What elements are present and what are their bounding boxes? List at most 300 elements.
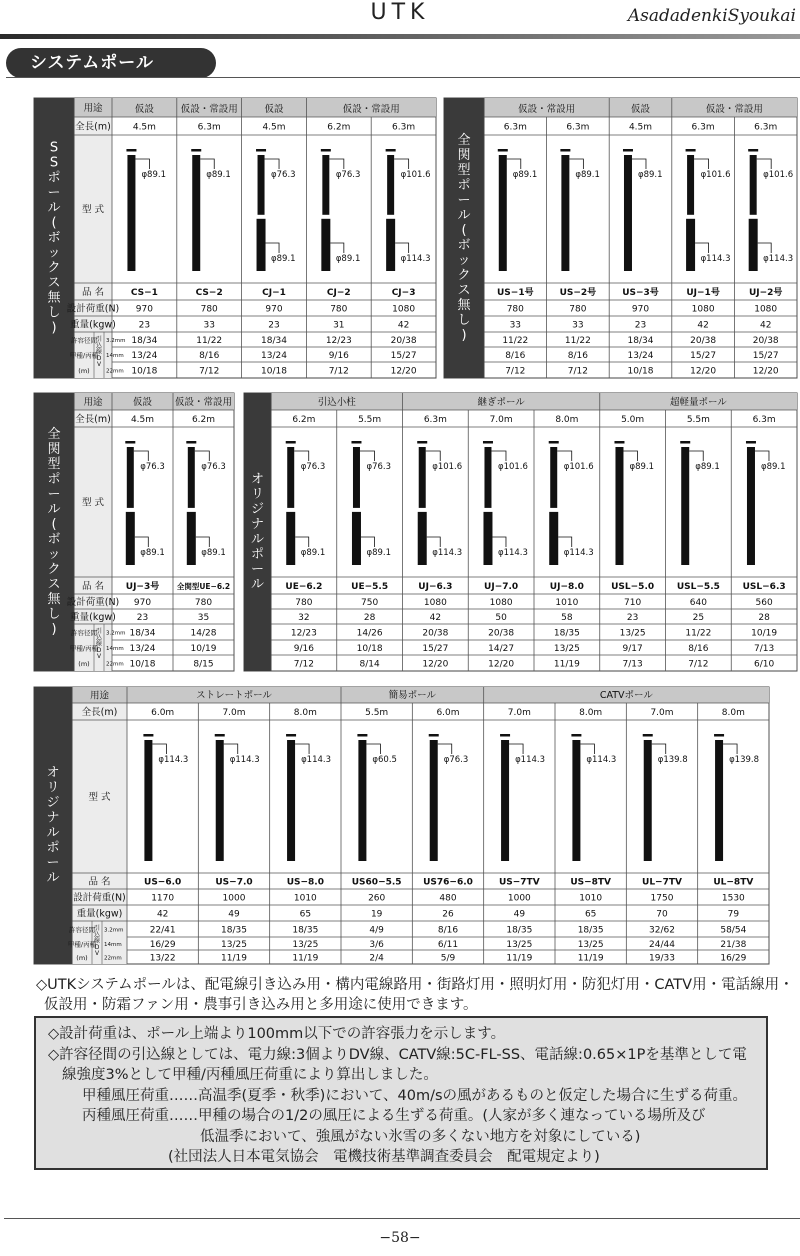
cell-name: US−7TV [498, 877, 540, 888]
side-label-char: ボ [47, 532, 61, 547]
cell-load: 970 [135, 304, 153, 315]
cell-s2: 8/16 [505, 351, 526, 361]
cell-s2: 14/27 [488, 644, 515, 654]
cell-s3: 10/18 [129, 659, 156, 670]
cell-load: 1000 [507, 893, 531, 904]
side-label-char: ク [47, 562, 61, 577]
cell-load: 1000 [222, 893, 246, 904]
cell-s2: 8/16 [688, 644, 709, 654]
pole-diameter-top: φ60.5 [372, 755, 397, 765]
cell-load: 1170 [151, 893, 175, 904]
cell-s2: 15/27 [752, 351, 779, 361]
cell-weight: 25 [692, 613, 705, 623]
box-line: 線強度3%として甲種/丙種風圧荷重により算出しました。 [62, 1067, 438, 1083]
cell-weight: 58 [561, 613, 573, 623]
row-label-sekkei: 設計荷重(N) [73, 892, 126, 904]
cell-s1: 13/25 [619, 628, 646, 639]
box-line: (社団法人日本電気協会 電機技術基準調査委員会 配電規定より) [168, 1149, 600, 1165]
cell-name: USL−6.3 [742, 582, 786, 592]
cell-length: 6.3m [423, 415, 447, 425]
span-mid-char: V [96, 653, 102, 661]
cell-name: CJ−3 [391, 288, 416, 298]
cell-load: 1080 [754, 304, 778, 315]
cell-s2: 7/13 [754, 644, 775, 654]
table-ss-pole [34, 98, 436, 377]
cell-s1: 18/34 [261, 336, 287, 346]
cell-s1: 11/22 [564, 336, 591, 346]
page-title: システムポール [6, 48, 216, 78]
cell-s1: 18/35 [506, 925, 533, 936]
side-label-char: ル [250, 577, 265, 592]
spec-table-svg [444, 98, 797, 377]
cell-length: 4.5m [130, 415, 155, 425]
side-label-char: 全 [457, 133, 471, 148]
cell-weight: 42 [697, 320, 709, 331]
cell-load: 1010 [293, 893, 317, 904]
row-label-kata: 型 式 [81, 204, 105, 216]
cell-length: 6.2m [327, 122, 351, 133]
cell-name: UL−8TV [713, 877, 754, 888]
pole-diameter-top: φ139.8 [729, 755, 760, 765]
cell-length: 6.0m [151, 708, 175, 718]
span-mid-char: V [96, 361, 102, 369]
cell-weight: 23 [268, 320, 280, 331]
span-mid-char: 込 [95, 634, 103, 642]
side-label-char: ポ [457, 178, 471, 193]
wire-size-w2: 14mm [104, 942, 122, 948]
table-original-pole-2 [34, 687, 769, 964]
usage-group-label: 仮設 [264, 104, 284, 115]
pole-diameter-bottom: φ89.1 [335, 254, 361, 264]
cell-load: 780 [295, 598, 313, 608]
cell-name: US−6.0 [144, 877, 182, 888]
cell-name: US60−5.5 [351, 877, 402, 888]
side-label-char: ジ [250, 502, 265, 517]
pole-diameter-top: φ76.3 [366, 462, 392, 472]
pole-diameter-bottom: φ114.3 [563, 548, 594, 558]
cell-s3: 12/20 [752, 366, 779, 377]
usage-group-label: 仮設 [630, 104, 651, 115]
cell-s1: 18/34 [627, 336, 654, 346]
side-label-char: ( [461, 223, 467, 238]
side-label-char: ル [47, 200, 61, 216]
cell-s3: 7/12 [505, 366, 526, 377]
cell-name: US−2号 [559, 288, 597, 298]
side-label-char: ル [250, 532, 265, 547]
table-frame [244, 393, 797, 671]
span-mid-char: 引 [95, 336, 103, 343]
usage-group-label: 簡易ポール [388, 690, 436, 701]
cell-name: US−7.0 [215, 877, 253, 888]
side-label-char: 全 [47, 427, 61, 442]
cell-s2: 8/16 [199, 351, 220, 361]
side-label-char: ( [51, 517, 57, 532]
side-label-char: ル [47, 502, 61, 517]
cell-weight: 31 [333, 320, 345, 331]
cell-s1: 11/22 [502, 336, 529, 346]
cell-length: 5.5m [358, 415, 382, 425]
span-mid-char: 線 [93, 937, 101, 945]
span-label-r3: (m) [78, 660, 90, 668]
side-label-char: ー [250, 562, 265, 577]
cell-s3: 11/19 [292, 953, 319, 964]
side-label-char: ) [51, 320, 57, 336]
cell-s1: 11/22 [685, 628, 712, 639]
pole-diameter-bottom: φ114.3 [400, 254, 431, 264]
usage-group-label: 仮設・常設用 [342, 104, 400, 115]
row-label-hinmei: 品 名 [81, 581, 105, 592]
cell-load: 560 [755, 598, 773, 608]
cell-s2: 13/25 [221, 940, 247, 950]
wire-size-w3: 22mm [106, 368, 124, 375]
pole-diameter-bottom: φ89.1 [140, 548, 165, 558]
side-label-char: ッ [457, 253, 471, 268]
cell-s3: 7/13 [622, 659, 643, 670]
cell-s3: 10/18 [131, 366, 158, 377]
side-label-char: ポ [47, 170, 61, 186]
cell-name: USL−5.5 [676, 582, 720, 592]
cell-s2: 13/25 [506, 940, 533, 950]
cell-s2: 21/38 [720, 940, 747, 950]
side-label-char: 関 [47, 442, 61, 457]
cell-length: 6.3m [691, 122, 715, 133]
row-label-juryo: 重量(kgw) [76, 908, 123, 920]
cell-load: 1010 [555, 598, 579, 608]
wire-size-w1: 3.2mm [106, 630, 126, 637]
cell-s1: 11/22 [196, 336, 223, 346]
cell-s3: 12/20 [390, 366, 417, 377]
usage-group-label: 仮設・常設用 [180, 104, 238, 115]
side-label-char: S [49, 140, 59, 156]
usage-group-label: 超軽量ポール [669, 397, 727, 408]
cell-weight: 26 [442, 909, 454, 920]
span-label-r2: 甲種/丙種 [69, 351, 99, 360]
cell-load: 1530 [721, 893, 745, 904]
cell-weight: 33 [509, 320, 522, 331]
cell-load: 710 [624, 598, 642, 608]
cell-weight: 65 [299, 909, 312, 920]
cell-weight: 23 [138, 320, 151, 331]
cell-s2: 10/18 [356, 644, 383, 654]
cell-load: 1080 [392, 304, 416, 315]
cell-s1: 18/34 [129, 628, 156, 639]
row-label-kata: 型 式 [81, 497, 105, 509]
cell-s3: 12/20 [488, 659, 515, 670]
side-label-char: し [457, 313, 471, 328]
span-mid-char: D [94, 943, 100, 951]
pole-diameter-top: φ89.1 [637, 170, 663, 180]
cell-s3: 11/19 [553, 659, 580, 670]
cell-weight: 23 [634, 320, 647, 331]
side-label-char: ポ [46, 840, 60, 856]
cell-weight: 19 [370, 909, 383, 920]
cell-name: US−1号 [497, 288, 534, 298]
side-label-char: ー [47, 185, 61, 201]
row-label-zencho: 全長(m) [75, 121, 111, 133]
cell-s2: 3/6 [369, 940, 384, 950]
cell-length: 6.3m [197, 122, 221, 133]
table-original-pole-1 [244, 393, 797, 670]
span-mid-char: D [96, 354, 102, 362]
row-label-yoto: 用途 [83, 397, 103, 408]
usage-notes [36, 975, 800, 1015]
box-line: 甲種風圧荷重……高温季(夏季・秋季)において、40m/sの風があるものと仮定した場合に生ずる荷重。 [82, 1087, 748, 1104]
cell-name: USL−5.0 [611, 582, 655, 592]
cell-s2: 15/27 [690, 351, 717, 361]
cell-s3: 7/12 [199, 366, 220, 377]
cell-s3: 8/15 [193, 659, 214, 670]
table-frame [444, 98, 797, 378]
side-label-char: ル [46, 825, 60, 841]
side-label-char: ナ [46, 810, 60, 826]
cell-weight: 33 [203, 320, 215, 331]
usage-group-label: CATVポール [599, 690, 653, 701]
pole-diameter-top: φ114.3 [301, 755, 332, 765]
usage-group-label: 引込小柱 [317, 397, 356, 408]
usage-group-label: 仮設 [134, 104, 154, 115]
side-label-char: 型 [457, 163, 471, 178]
cell-s3: 11/19 [577, 953, 604, 964]
wire-size-w3: 22mm [106, 661, 124, 668]
cell-length: 6.0m [436, 708, 460, 718]
box-line: ◇許容径間の引込線としては、電力線:3個よりDV線、CATV線:5C-FL-SS、電話線:0.65×1Pを基準として電 [48, 1046, 747, 1063]
cell-name: UJ−7.0 [484, 582, 519, 592]
side-label-char: 無 [47, 592, 61, 607]
usage-group-label: 仮設 [132, 397, 153, 408]
cell-s2: 16/29 [149, 940, 176, 950]
cell-load: 1080 [423, 598, 447, 608]
pole-diameter-top: φ76.3 [443, 755, 469, 765]
row-label-yoto: 用途 [83, 103, 103, 114]
span-mid-char: 引 [95, 628, 103, 635]
pole-diameter-top: φ76.3 [201, 462, 226, 472]
cell-load: 970 [631, 304, 650, 315]
cell-s3: 7/12 [567, 366, 589, 377]
row-label-yoto: 用途 [89, 690, 110, 702]
wire-size-w2: 14mm [106, 353, 124, 359]
cell-s2: 15/27 [422, 644, 449, 654]
side-label-char: オ [46, 765, 60, 781]
pole-diameter-top: φ114.3 [229, 755, 260, 765]
side-label-char: オ [250, 472, 265, 487]
cell-length: 7.0m [489, 415, 513, 425]
company-name: AsadadenkiSyoukai [627, 6, 796, 26]
cell-weight: 70 [656, 909, 668, 920]
table-frame [34, 687, 769, 964]
side-label-char: ポ [47, 472, 61, 487]
usage-group-label: 仮設・常設用 [518, 104, 576, 115]
side-label-char: ) [461, 328, 467, 343]
cell-s3: 10/18 [261, 366, 287, 377]
pole-diameter-bottom: φ89.1 [271, 254, 296, 264]
cell-s2: 8/16 [567, 351, 589, 361]
span-mid-char: V [94, 950, 100, 958]
wire-size-w3: 22mm [104, 955, 122, 962]
side-label-char: ク [457, 268, 471, 283]
span-mid-char: D [96, 646, 102, 654]
cell-s2: 24/44 [649, 940, 675, 950]
cell-s1: 58/54 [720, 925, 747, 936]
cell-name: UL−7TV [642, 877, 682, 888]
pole-diameter-bottom: φ89.1 [366, 548, 392, 558]
row-label-kata: 型 式 [88, 792, 111, 803]
spec-table-svg [34, 393, 234, 670]
row-label-hinmei: 品 名 [81, 287, 105, 298]
cell-s1: 14/28 [190, 628, 217, 639]
cell-s2: 13/25 [292, 940, 319, 950]
cell-load: 780 [200, 304, 218, 315]
pole-diameter-top: φ101.6 [497, 462, 528, 472]
cell-s2: 13/24 [131, 351, 158, 361]
cell-length: 4.5m [628, 122, 653, 133]
cell-s1: 20/38 [488, 628, 515, 639]
cell-length: 6.3m [566, 122, 590, 133]
cell-weight: 42 [397, 320, 410, 331]
cell-length: 6.3m [752, 415, 776, 425]
cell-s2: 13/24 [627, 351, 654, 361]
cell-length: 7.0m [507, 708, 531, 718]
cell-load: 1080 [691, 304, 715, 315]
cell-weight: 65 [584, 909, 597, 920]
cell-s2: 9/16 [293, 644, 314, 654]
cell-length: 7.0m [222, 708, 246, 718]
cell-length: 5.5m [365, 708, 389, 718]
cell-weight: 50 [495, 613, 507, 623]
cell-s2: 13/25 [577, 940, 604, 950]
cell-length: 5.5m [686, 415, 710, 425]
cell-weight: 32 [298, 613, 310, 623]
pole-diameter-top: φ76.3 [300, 462, 326, 472]
cell-s2: 13/24 [261, 351, 287, 361]
span-mid-char: 込 [93, 931, 101, 939]
pole-diameter-top: φ89.1 [141, 170, 166, 180]
cell-s1: 20/38 [690, 336, 717, 346]
table-zenkan-pole-1 [444, 98, 797, 377]
cell-load: 640 [689, 598, 707, 608]
side-label-char: ー [46, 855, 60, 871]
table-zenkan-pole-2 [34, 393, 234, 670]
cell-name: CS−2 [195, 288, 223, 298]
span-label-r3: (m) [76, 954, 88, 962]
wire-size-w2: 14mm [106, 646, 124, 652]
cell-s1: 18/35 [553, 628, 580, 639]
span-label-r3: (m) [78, 367, 90, 375]
cell-load: 780 [330, 304, 348, 315]
pole-diameter-bottom: φ114.3 [497, 548, 528, 558]
cell-s3: 19/33 [649, 953, 675, 964]
cell-s1: 12/23 [325, 336, 352, 346]
side-label-char: ジ [46, 795, 60, 811]
cell-load: 1080 [489, 598, 513, 608]
pole-diameter-top: φ76.3 [271, 170, 296, 180]
row-label-juryo: 重量(kgw) [70, 612, 116, 623]
cell-s2: 13/25 [553, 644, 580, 654]
cell-length: 8.0m [555, 415, 579, 425]
side-label-char: ッ [47, 547, 61, 562]
usage-note-line: 仮設用・防霜ファン用・農事引き込み用と多用途に使用できます。 [44, 997, 478, 1013]
usage-note-line: ◇UTKシステムポールは、配電線引き込み用・構内電線路用・街路灯用・照明灯用・防犯灯用・CATV用・電話線用・ [36, 977, 794, 993]
cell-name: UJ−3号 [125, 582, 160, 592]
cell-weight: 42 [429, 613, 442, 623]
spec-table-svg [34, 98, 436, 377]
cell-weight: 28 [363, 613, 376, 623]
side-label-char: ポ [250, 547, 265, 562]
box-line: ◇設計荷重は、ポール上端より100mm以下での許容張力を示します。 [48, 1026, 506, 1042]
cell-name: CJ−1 [262, 288, 286, 298]
cell-length: 8.0m [293, 708, 317, 718]
cell-s3: 10/18 [627, 366, 654, 377]
usage-group-label: 仮設・常設用 [174, 397, 233, 408]
cell-weight: 79 [727, 909, 740, 920]
cell-s2: 6/11 [437, 940, 459, 950]
pole-diameter-top: φ101.6 [763, 170, 794, 180]
side-label-char: ) [51, 622, 57, 637]
header-bar [0, 34, 800, 39]
pole-diameter-top: φ114.3 [158, 755, 189, 765]
cell-s2: 15/27 [390, 351, 417, 361]
pole-diameter-top: φ101.6 [563, 462, 594, 472]
box-line: 低温季において、強風がない氷雪の多くない地方を対象にしている) [200, 1128, 641, 1145]
cell-s3: 5/9 [440, 953, 456, 964]
cell-length: 8.0m [579, 708, 603, 718]
cell-load: 750 [361, 598, 379, 608]
cell-name: US76−6.0 [423, 877, 473, 888]
cell-s3: 7/12 [293, 659, 314, 670]
cell-s1: 20/38 [752, 336, 779, 346]
cell-weight: 33 [572, 320, 584, 331]
side-label-char: ( [51, 215, 57, 231]
cell-s1: 20/38 [422, 628, 449, 639]
pole-diameter-top: φ101.6 [400, 170, 431, 180]
cell-s2: 10/19 [190, 644, 217, 654]
side-label-char: し [47, 305, 61, 321]
span-label-r1: 許容径間 [71, 336, 97, 345]
cell-s3: 12/20 [422, 659, 449, 670]
cell-weight: 49 [513, 909, 526, 920]
cell-length: 6.3m [503, 122, 527, 133]
box-line: 丙種風圧荷重……甲種の場合の1/2の風圧による生ずる荷重。(人家が多く連なっている場所及び [82, 1108, 706, 1124]
usage-group-label: ストレートポール [196, 690, 272, 701]
pole-diameter-top: φ76.3 [335, 170, 361, 180]
cell-s1: 32/62 [649, 925, 675, 936]
pole-diameter-bottom: φ114.3 [763, 254, 794, 264]
span-mid-char: 引 [93, 925, 101, 932]
cell-name: 全関型UE−6.2 [176, 582, 231, 591]
pole-diameter-top: φ76.3 [140, 462, 165, 472]
side-label-char: ス [47, 275, 61, 291]
cell-name: US−8.0 [286, 877, 324, 888]
usage-group-label: 仮設・常設用 [705, 104, 763, 115]
span-mid-char: 線 [95, 348, 103, 356]
row-label-zencho: 全長(m) [81, 707, 118, 718]
wire-size-w1: 3.2mm [106, 338, 126, 344]
pole-diameter-top: φ89.1 [206, 170, 231, 180]
side-label-char: ル [46, 870, 60, 886]
cell-name: UE−6.2 [285, 582, 323, 592]
pole-diameter-top: φ101.6 [432, 462, 463, 472]
cell-s1: 4/9 [369, 925, 384, 936]
cell-load: 780 [194, 598, 213, 608]
cell-length: 6.3m [392, 122, 416, 133]
cell-s1: 22/41 [149, 925, 176, 936]
cell-name: UJ−8.0 [549, 582, 584, 592]
cell-weight: 35 [197, 613, 210, 623]
row-label-juryo: 重量(kgw) [70, 319, 116, 331]
side-label-char: S [49, 155, 59, 171]
side-label-char: ナ [250, 517, 265, 532]
side-label-char: ボ [457, 238, 471, 253]
cell-s3: 16/29 [720, 953, 747, 964]
